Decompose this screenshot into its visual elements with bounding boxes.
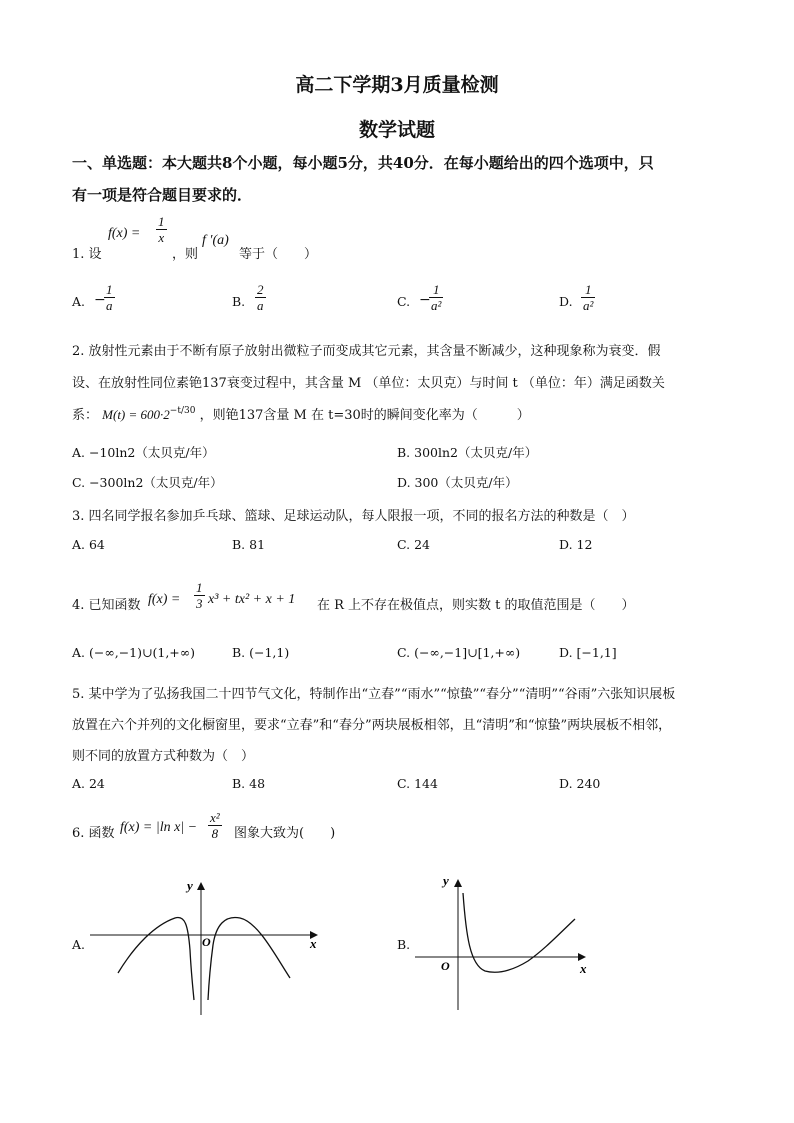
- x-axis-label: x: [310, 936, 317, 951]
- q2-line3-post: ，则铯137含量 M 在 t=30时的瞬间变化率为（ ）: [199, 408, 530, 423]
- q3-option-d: D. 12: [559, 537, 593, 552]
- q6-post: 图象大致为( ): [234, 826, 336, 841]
- q1-option-a-sign: −: [94, 292, 106, 308]
- origin-label: O: [441, 959, 450, 973]
- question-2-line2: 设、在放射性同位素铯137衰变过程中，其含量 M （单位：太贝克）与时间 t （单位：年）满足函数关: [72, 376, 665, 391]
- section-header-line2: 有一项是符合题目要求的．: [72, 186, 253, 204]
- question-2-line3: [72, 404, 530, 426]
- q2-option-c: C. −300ln2（太贝克/年）: [72, 475, 223, 490]
- q1-option-d-fraction: $\frac{1}{\text{a²}}$: [583, 282, 594, 313]
- origin-label: O: [202, 935, 211, 949]
- q1-option-d-label: D.: [559, 294, 573, 309]
- question-2-line1: 2. 放射性元素由于不断有原子放射出微粒子而变成其它元素，其含量不断减少，这种现象称为衰变．假: [72, 344, 661, 359]
- q5-option-b: B. 48: [232, 776, 266, 791]
- q3-option-a: A. 64: [72, 537, 105, 552]
- q5-option-a: A. 24: [72, 776, 105, 791]
- q5-option-d: D. 240: [559, 776, 601, 791]
- q4-option-c: C. (−∞,−1]∪[1,+∞): [397, 645, 521, 660]
- q4-option-b: B. (−1,1): [232, 645, 290, 660]
- q6-pre: 6. 函数: [72, 826, 115, 841]
- q1-derivative: f ′(a): [202, 233, 229, 248]
- q4-post: 在 R 上不存在极值点，则实数 t 的取值范围是（ ）: [317, 598, 635, 613]
- question-5-line1: 5. 某中学为了弘扬我国二十四节气文化，特制作出“立春”“雨水”“惊蛰”“春分”“清明”“谷雨”六张知识展板: [72, 687, 676, 702]
- q4-polynomial: x³ + tx² + x + 1: [208, 592, 296, 607]
- y-axis-label: y: [187, 878, 193, 893]
- section-header-line1: 一、单选题：本大题共8个小题，每小题5分，共40分．在每小题给出的四个选项中，只: [72, 154, 654, 172]
- y-axis-arrow-icon: [454, 879, 462, 887]
- q3-option-c: C. 24: [397, 537, 430, 552]
- page-title: 高二下学期3月质量检测: [295, 74, 499, 96]
- q2-option-a: A. −10ln2（太贝克/年）: [72, 445, 215, 460]
- q1-tail: 等于（ ）: [239, 247, 318, 262]
- x-axis-label: x: [580, 961, 587, 976]
- q6-option-b-label: B.: [397, 937, 411, 952]
- q6-fraction: $\frac{\text{x²}}{8}$: [210, 810, 220, 841]
- question-5-line2: 放置在六个并列的文化橱窗里，要求“立春”和“春分”两块展板相邻，且“清明”和“惊蛰”两块展板不相邻，: [72, 718, 672, 733]
- q3-option-b: B. 81: [232, 537, 266, 552]
- curve: [463, 893, 575, 972]
- q2-option-d: D. 300（太贝克/年）: [397, 475, 518, 490]
- q6-function: f(x) = |ln x| −: [120, 820, 198, 835]
- q4-fraction: $\frac{1}{3}$: [196, 580, 203, 611]
- q2-formula: M(t) = 600·2: [102, 407, 170, 422]
- question-3: 3. 四名同学报名参加乒乓球、篮球、足球运动队，每人限报一项，不同的报名方法的种数是（ ）: [72, 509, 635, 524]
- q1-mid: ，则: [172, 247, 199, 262]
- q1-number: 1. 设: [72, 247, 102, 262]
- q1-option-a-label: A.: [72, 294, 86, 309]
- question-6: [72, 808, 722, 852]
- curve-right: [208, 917, 290, 1000]
- q4-function: f(x) =: [148, 592, 181, 607]
- q2-line3-pre: 系：: [72, 408, 99, 423]
- q1-option-a-fraction: $\frac{1}{a}$: [106, 282, 113, 313]
- q1-option-c-label: C.: [397, 294, 411, 309]
- q1-option-b-label: B.: [232, 294, 246, 309]
- q5-option-c: C. 144: [397, 776, 438, 791]
- y-axis-label: y: [443, 873, 449, 888]
- q1-option-c-fraction: $\frac{1}{\text{a²}}$: [431, 282, 442, 313]
- question-5-line3: 则不同的放置方式种数为（ ）: [72, 749, 255, 764]
- page-subtitle: 数学试题: [358, 119, 435, 141]
- q2-formula-exponent: −t/30: [169, 406, 196, 416]
- q1-function: f(x) =: [108, 226, 141, 241]
- y-axis-arrow-icon: [197, 882, 205, 890]
- q1-options: [72, 282, 722, 322]
- question-4: [72, 580, 722, 620]
- q1-fraction: $\frac{1}{x}$: [158, 214, 165, 245]
- q4-option-d: D. [−1,1]: [559, 645, 617, 660]
- q4-pre: 4. 已知函数: [72, 598, 141, 613]
- curve-left: [118, 917, 194, 1000]
- x-axis-arrow-icon: [578, 953, 586, 961]
- q6-option-a-label: A.: [72, 937, 86, 952]
- q4-option-a: A. (−∞,−1)∪(1,+∞): [72, 645, 196, 660]
- q1-option-c-sign: −: [419, 292, 431, 308]
- q2-option-b: B. 300ln2（太贝克/年）: [397, 445, 538, 460]
- q6-option-b-graph: [410, 865, 600, 1015]
- q6-option-a-graph: [90, 870, 330, 1020]
- q1-option-b-fraction: $\frac{2}{a}$: [257, 282, 264, 313]
